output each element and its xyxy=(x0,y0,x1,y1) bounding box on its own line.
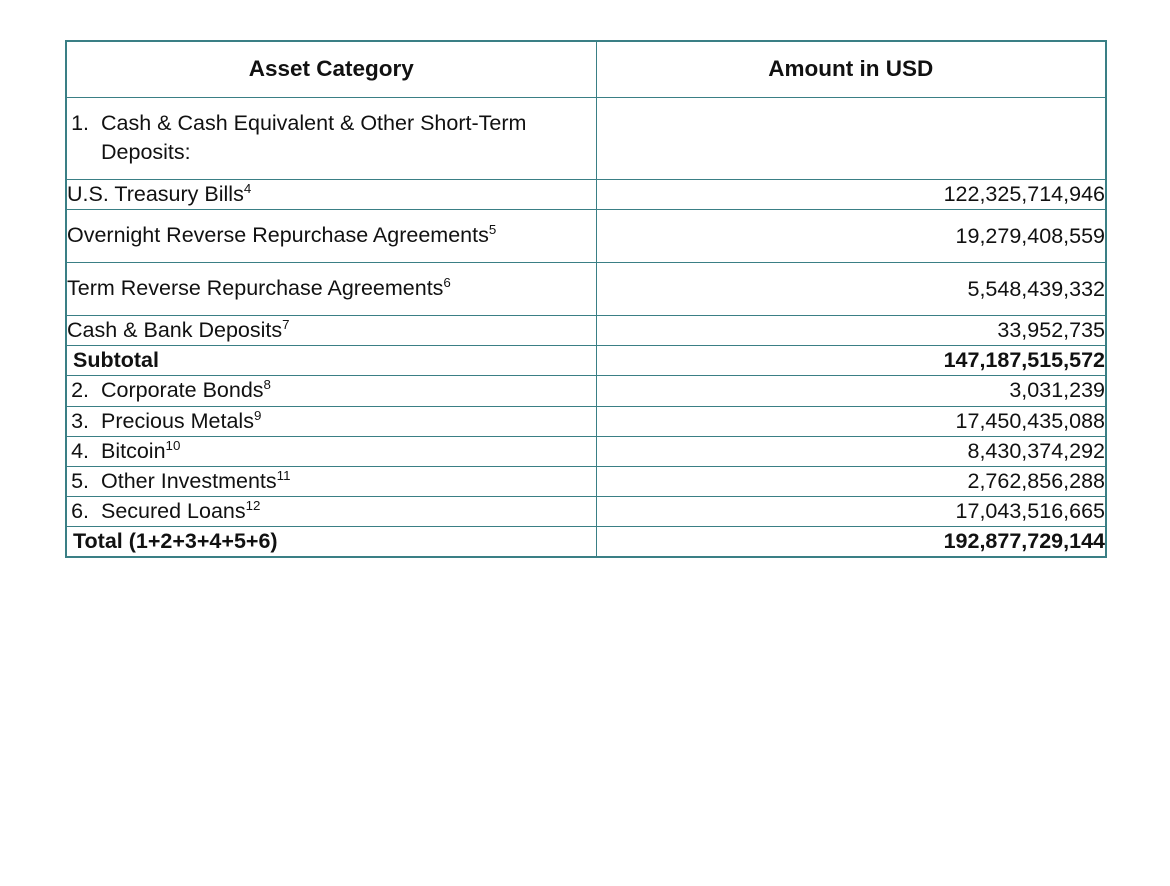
row-label-text: U.S. Treasury Bills xyxy=(67,182,244,207)
subtotal-row xyxy=(66,346,1106,376)
row-amount-cell: 17,450,435,088 xyxy=(596,406,1106,436)
row-label xyxy=(101,497,596,526)
row-amount-cell: 122,325,714,946 xyxy=(596,180,1106,210)
table-row xyxy=(66,406,1106,436)
row-category-cell xyxy=(66,436,596,466)
row-category-cell xyxy=(66,496,596,526)
table-row xyxy=(66,210,1106,263)
table-row xyxy=(66,376,1106,406)
row-number: 4. xyxy=(71,438,89,463)
column-header-amount: Amount in USD xyxy=(596,41,1106,98)
table-row xyxy=(66,263,1106,316)
total-row xyxy=(66,526,1106,557)
footnote-marker: 8 xyxy=(263,377,271,393)
row-label xyxy=(101,376,596,405)
row-label-text: Overnight Reverse Repurchase Agreements xyxy=(67,223,489,248)
row-amount-cell: 5,548,439,332 xyxy=(596,263,1106,316)
row-category-cell xyxy=(66,316,596,346)
row-number: 5. xyxy=(71,468,89,493)
row-label xyxy=(101,407,596,436)
row-amount-cell: 19,279,408,559 xyxy=(596,210,1106,263)
footnote-marker: 5 xyxy=(488,222,497,238)
footnote-marker: 4 xyxy=(243,181,252,197)
table-row xyxy=(66,180,1106,210)
subtotal-label: Subtotal xyxy=(66,346,596,376)
row-label-text: Corporate Bonds xyxy=(101,378,264,403)
row-label-text: Other Investments xyxy=(101,468,277,493)
footnote-marker: 11 xyxy=(276,467,291,483)
row-label xyxy=(101,437,596,466)
row-category-cell xyxy=(66,466,596,496)
row-label-text: Term Reverse Repurchase Agreements xyxy=(67,276,444,301)
row-amount-cell: 33,952,735 xyxy=(596,316,1106,346)
row-label-text: Precious Metals xyxy=(101,408,254,433)
row-label-text: Secured Loans xyxy=(101,498,246,523)
total-amount: 192,877,729,144 xyxy=(596,526,1106,557)
row-number: 3. xyxy=(71,408,89,433)
asset-breakdown-table xyxy=(65,40,1107,558)
row-label xyxy=(101,467,596,496)
row-amount-cell: 2,762,856,288 xyxy=(596,466,1106,496)
subtotal-amount: 147,187,515,572 xyxy=(596,346,1106,376)
row-amount-cell: 3,031,239 xyxy=(596,376,1106,406)
row-number: 2. xyxy=(71,378,89,403)
row-amount-cell: 8,430,374,292 xyxy=(596,436,1106,466)
row-label-text: Cash & Bank Deposits xyxy=(67,318,283,343)
total-label: Total (1+2+3+4+5+6) xyxy=(66,526,596,557)
row-category-cell xyxy=(66,210,596,263)
footnote-marker: 9 xyxy=(253,407,262,423)
row-label xyxy=(101,109,596,167)
row-amount-cell xyxy=(596,98,1106,180)
row-category-cell xyxy=(66,263,596,316)
table-row xyxy=(66,316,1106,346)
table-row xyxy=(66,496,1106,526)
table-row xyxy=(66,98,1106,180)
row-category-cell xyxy=(66,180,596,210)
footnote-marker: 7 xyxy=(282,317,290,333)
row-amount-cell: 17,043,516,665 xyxy=(596,496,1106,526)
row-number: 1. xyxy=(71,111,89,136)
table-header-row xyxy=(66,41,1106,98)
row-number: 6. xyxy=(71,498,89,523)
row-label-text: Cash & Cash Equivalent & Other Short-Term Deposits: xyxy=(101,111,527,165)
row-label-text: Bitcoin xyxy=(101,438,166,463)
table-row xyxy=(66,466,1106,496)
row-category-cell xyxy=(66,406,596,436)
footnote-marker: 6 xyxy=(443,275,451,291)
footnote-marker: 10 xyxy=(165,437,181,453)
footnote-marker: 12 xyxy=(245,497,261,513)
row-category-cell xyxy=(66,376,596,406)
table-row xyxy=(66,436,1106,466)
column-header-asset-category: Asset Category xyxy=(66,41,596,98)
row-category-cell xyxy=(66,98,596,180)
